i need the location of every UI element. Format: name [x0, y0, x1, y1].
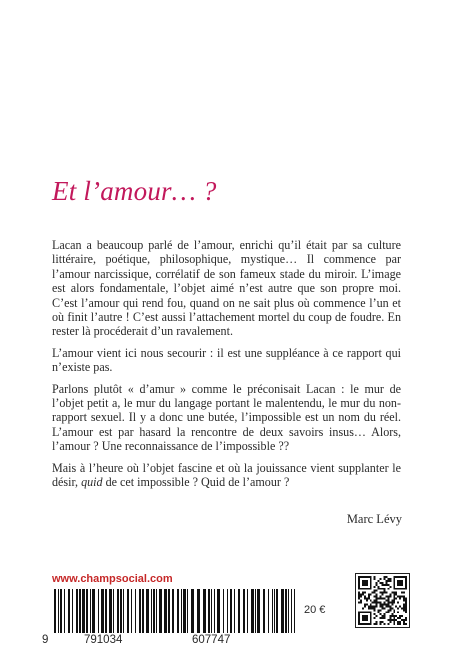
book-title: Et l’amour… ? [52, 176, 217, 206]
qr-module [403, 619, 405, 621]
barcode-bar [127, 589, 129, 633]
barcode-bar [68, 589, 70, 633]
barcode-bar [294, 589, 295, 633]
qr-module [397, 623, 399, 625]
qr-module [385, 576, 387, 578]
barcode-bar [54, 589, 56, 633]
barcode-bar [98, 589, 99, 633]
qr-module [393, 623, 395, 625]
barcode-bar [151, 589, 152, 633]
qr-module [380, 582, 382, 584]
qr-module [389, 607, 391, 609]
qr-module [397, 601, 399, 603]
barcode-bar [168, 589, 170, 633]
qr-module [385, 584, 387, 586]
barcode-bar [76, 589, 78, 633]
barcode-bar [274, 589, 275, 633]
qr-module [403, 598, 405, 600]
qr-module [405, 607, 407, 609]
qr-module [389, 605, 391, 607]
qr-module [387, 603, 389, 605]
qr-module [397, 607, 399, 609]
publisher-website[interactable]: www.champsocial.com [52, 573, 173, 585]
barcode-bar [109, 589, 112, 633]
barcode-bar [172, 589, 174, 633]
qr-module [376, 600, 378, 602]
barcode-bar [117, 589, 119, 633]
qr-module [372, 605, 374, 607]
qr-module [360, 600, 362, 602]
qr-module [374, 613, 376, 615]
qr-module [372, 607, 374, 609]
qr-module [368, 594, 370, 596]
qr-module [387, 601, 389, 603]
author-name: Marc Lévy [346, 512, 402, 526]
qr-module [383, 613, 385, 615]
qr-module [374, 623, 376, 625]
qr-module [382, 617, 384, 619]
qr-module [403, 607, 405, 609]
barcode-bar [113, 589, 114, 633]
qr-module [393, 600, 395, 602]
qr-module [380, 609, 382, 611]
qr-module [397, 611, 399, 613]
qr-module [380, 621, 382, 623]
qr-module [397, 596, 399, 598]
barcode-bar [153, 589, 155, 633]
barcode-bar [203, 589, 206, 633]
barcode-bar [177, 589, 179, 633]
qr-module [382, 598, 384, 600]
qr-module [395, 615, 397, 617]
barcode-bar [64, 589, 65, 633]
paragraph-4 [52, 461, 401, 490]
qr-module [368, 607, 370, 609]
qr-module [378, 609, 380, 611]
qr-module [399, 605, 401, 607]
qr-module [383, 607, 385, 609]
qr-module [380, 596, 382, 598]
qr-module [393, 615, 395, 617]
qr-module [382, 621, 384, 623]
qr-module [380, 601, 382, 603]
barcode-bar [86, 589, 88, 633]
qr-module [389, 578, 391, 580]
qr-module [385, 611, 387, 613]
qr-module [393, 619, 395, 621]
barcode-bar [146, 589, 149, 633]
qr-module [393, 609, 395, 611]
qr-module [376, 582, 378, 584]
qr-module [395, 598, 397, 600]
qr-module [368, 598, 370, 600]
qr-module [374, 605, 376, 607]
qr-module [382, 592, 384, 594]
qr-module [405, 601, 407, 603]
qr-module [393, 621, 395, 623]
qr-module [368, 596, 370, 598]
qr-module [387, 623, 389, 625]
qr-module [393, 598, 395, 600]
qr-module [368, 605, 370, 607]
barcode-bar [243, 589, 245, 633]
qr-module [405, 609, 407, 611]
paragraph-2: L’amour vient ici nous secourir : il est une suppléance à ce rapport qui n’existe pas. [52, 345, 401, 375]
barcode-bar [281, 589, 284, 633]
back-cover-text [52, 238, 401, 497]
barcode-bar [214, 589, 215, 633]
qr-module [380, 598, 382, 600]
qr-module [393, 611, 395, 613]
qr-module [403, 603, 405, 605]
qr-module [362, 615, 368, 621]
qr-module [376, 605, 378, 607]
qr-module [383, 584, 385, 586]
qr-module [374, 596, 376, 598]
qr-module [395, 592, 397, 594]
barcode-bar [263, 589, 265, 633]
qr-module [362, 592, 364, 594]
qr-module [387, 588, 389, 590]
qr-module [387, 580, 389, 582]
barcode-bar [142, 589, 144, 633]
qr-module [383, 592, 385, 594]
qr-module [387, 619, 389, 621]
qr-module [376, 584, 378, 586]
qr-module [399, 623, 401, 625]
qr-module [395, 594, 397, 596]
qr-module [405, 603, 407, 605]
qr-module [399, 615, 401, 617]
qr-module [383, 623, 385, 625]
barcode-bar [90, 589, 91, 633]
qr-module [393, 617, 395, 619]
qr-module [387, 578, 389, 580]
qr-module [383, 576, 385, 578]
qr-module [374, 592, 376, 594]
barcode-bar [72, 589, 73, 633]
qr-module [399, 598, 401, 600]
barcode-bar [135, 589, 136, 633]
barcode-bar [181, 589, 182, 633]
barcode-bar [197, 589, 200, 633]
qr-module [395, 605, 397, 607]
qr-module [389, 619, 391, 621]
qr-module [374, 600, 376, 602]
barcode-bar [272, 589, 273, 633]
barcode-bar [230, 589, 232, 633]
paragraph-4-end: de cet impossible ? Quid de l’amour ? [102, 475, 290, 490]
qr-module [378, 580, 380, 582]
qr-module [385, 580, 387, 582]
qr-module [397, 621, 399, 623]
barcode-bar [58, 589, 59, 633]
barcode-bar [223, 589, 224, 633]
qr-module [387, 611, 389, 613]
qr-module [374, 609, 376, 611]
barcode-bar [285, 589, 287, 633]
qr-module [383, 588, 385, 590]
qr-module [385, 603, 387, 605]
qr-module [385, 582, 387, 584]
qr-module [387, 605, 389, 607]
qr-module [389, 586, 391, 588]
qr-module [380, 605, 382, 607]
qr-module [391, 603, 393, 605]
barcode-bar [105, 589, 107, 633]
qr-module [358, 596, 360, 598]
qr-module [401, 607, 403, 609]
qr-module [366, 603, 368, 605]
qr-module [382, 603, 384, 605]
paragraph-4-start: Mais à l’heure où l’objet fascine et où la jouissance vient supplanter le désir, [52, 460, 401, 490]
qr-module [389, 615, 391, 617]
qr-module [383, 590, 385, 592]
barcode-bar [101, 589, 104, 633]
qr-module [362, 594, 364, 596]
qr-module [364, 596, 366, 598]
qr-module [370, 594, 372, 596]
qr-module [389, 580, 391, 582]
qr-module [376, 601, 378, 603]
qr-module [382, 607, 384, 609]
qr-module [403, 609, 405, 611]
qr-module [391, 619, 393, 621]
qr-module [391, 615, 393, 617]
barcode-bar [191, 589, 194, 633]
barcode-bar [251, 589, 254, 633]
qr-module [382, 594, 384, 596]
qr-module [378, 611, 380, 613]
qr-module [362, 607, 364, 609]
qr-module [387, 596, 389, 598]
barcode-bar [234, 589, 235, 633]
qr-module [389, 594, 391, 596]
barcode-bar [82, 589, 85, 633]
qr-module [374, 590, 376, 592]
qr-module [399, 617, 401, 619]
qr-module [391, 600, 393, 602]
barcode-bar [247, 589, 248, 633]
qr-module [372, 592, 374, 594]
qr-module [376, 615, 378, 617]
barcode-bar [255, 589, 256, 633]
barcode-bar [139, 589, 141, 633]
qr-module [382, 605, 384, 607]
qr-module [399, 596, 401, 598]
barcode-bar [276, 589, 278, 633]
qr-module [391, 601, 393, 603]
barcode-bar [217, 589, 220, 633]
qr-module [403, 600, 405, 602]
barcode-bar [131, 589, 132, 633]
barcode-bar [208, 589, 210, 633]
qr-module [378, 586, 380, 588]
qr-module [387, 584, 389, 586]
qr-module [387, 600, 389, 602]
qr-module [376, 590, 378, 592]
qr-module [370, 603, 372, 605]
qr-module [399, 621, 401, 623]
qr-module [376, 598, 378, 600]
qr-module [374, 601, 376, 603]
qr-module [401, 619, 403, 621]
qr-module [364, 605, 366, 607]
qr-module [389, 621, 391, 623]
qr-module [376, 594, 378, 596]
qr-module [370, 605, 372, 607]
qr-module [362, 580, 368, 586]
qr-module [395, 619, 397, 621]
qr-module [358, 594, 360, 596]
qr-module [366, 600, 368, 602]
qr-module [358, 598, 360, 600]
barcode-bar [187, 589, 188, 633]
barcode-bar [123, 589, 124, 633]
qr-module [385, 592, 387, 594]
qr-module [374, 607, 376, 609]
qr-module [383, 601, 385, 603]
qr-module [380, 603, 382, 605]
qr-module [383, 617, 385, 619]
qr-module [401, 596, 403, 598]
qr-module [383, 615, 385, 617]
qr-module [403, 605, 405, 607]
barcode-bar [268, 589, 269, 633]
qr-module [376, 603, 378, 605]
isbn-first-digit: 9 [42, 634, 49, 646]
qr-module [405, 600, 407, 602]
qr-module [385, 600, 387, 602]
qr-module [401, 615, 403, 617]
barcode-bar [291, 589, 292, 633]
barcode-bar [183, 589, 186, 633]
qr-module [385, 605, 387, 607]
paragraph-3: Parlons plutôt « d’amur » comme le préconisait Lacan : le mur de l’objet petit a, le mur du langage portant le malentendu, le mur du non-rapport sexuel. Il y a donc une butée, l’impossible est un nom du réel. L’amour est par hasard la rencontre de deux savoirs insus… Alors, l’amour ? Une reconnaissance de l’impossible ?? [52, 381, 401, 454]
qr-module [360, 596, 362, 598]
barcode-bar [156, 589, 157, 633]
qr-module [403, 623, 405, 625]
isbn-left-group: 791034 [84, 634, 123, 646]
price-label: 20 € [304, 604, 326, 616]
qr-module [382, 615, 384, 617]
barcode-bar [288, 589, 289, 633]
barcode-bar [227, 589, 228, 633]
qr-module [376, 596, 378, 598]
barcode-bar [60, 589, 62, 633]
isbn-right-group: 607747 [192, 634, 231, 646]
qr-module [389, 609, 391, 611]
qr-module [397, 580, 403, 586]
qr-module [405, 605, 407, 607]
qr-module [380, 617, 382, 619]
barcode-bar [164, 589, 167, 633]
qr-module [374, 578, 376, 580]
qr-module [374, 617, 376, 619]
qr-module [387, 598, 389, 600]
qr-module [380, 592, 382, 594]
qr-module [393, 601, 395, 603]
qr-module [383, 578, 385, 580]
qr-module [391, 592, 393, 594]
qr-module [380, 623, 382, 625]
qr-module [405, 611, 407, 613]
barcode-bar [257, 589, 260, 633]
qr-module [358, 601, 360, 603]
qr-module [403, 596, 405, 598]
paragraph-4-italic: quid [81, 475, 103, 490]
qr-module [382, 588, 384, 590]
qr-code-icon [355, 573, 410, 628]
isbn-barcode [52, 589, 298, 633]
qr-module [405, 617, 407, 619]
qr-module [397, 617, 399, 619]
qr-module [366, 598, 368, 600]
qr-module [364, 592, 366, 594]
qr-module [405, 619, 407, 621]
qr-module [387, 609, 389, 611]
qr-module [380, 588, 382, 590]
qr-module [389, 596, 391, 598]
qr-module [391, 613, 393, 615]
qr-module [376, 623, 378, 625]
qr-module [360, 594, 362, 596]
qr-module [380, 578, 382, 580]
qr-module [358, 592, 360, 594]
qr-module [378, 601, 380, 603]
qr-module [360, 601, 362, 603]
qr-module [385, 596, 387, 598]
qr-module [372, 601, 374, 603]
qr-module [370, 600, 372, 602]
qr-module [382, 584, 384, 586]
barcode-bar [238, 589, 240, 633]
qr-module [405, 598, 407, 600]
qr-module [383, 598, 385, 600]
qr-module [370, 607, 372, 609]
qr-module [380, 613, 382, 615]
qr-module [378, 588, 380, 590]
barcode-bar [120, 589, 122, 633]
qr-module [383, 603, 385, 605]
barcode-bar [159, 589, 162, 633]
qr-module [374, 586, 376, 588]
qr-module [389, 601, 391, 603]
qr-module [364, 598, 366, 600]
qr-module [382, 582, 384, 584]
qr-module [393, 594, 395, 596]
qr-module [401, 592, 403, 594]
barcode-bar [211, 589, 212, 633]
qr-module [374, 576, 376, 578]
qr-module [391, 607, 393, 609]
barcode-bar [79, 589, 81, 633]
qr-module [405, 623, 407, 625]
qr-module [389, 617, 391, 619]
barcode-bar [92, 589, 95, 633]
qr-module [378, 598, 380, 600]
qr-module [403, 592, 405, 594]
qr-module [393, 596, 395, 598]
qr-module [403, 621, 405, 623]
qr-module [376, 621, 378, 623]
qr-module [393, 592, 395, 594]
paragraph-1: Lacan a beaucoup parlé de l’amour, enrichi qu’il était par sa culture littéraire, poétique, philosophique, mystique… Il commence par l’amour narcissique, corrélatif de son fameux stade du miroir. L’image est alors fondamentale, l’objet aimé n’est autre que son propre moi. C’est l’amour qui rend fou, quand on ne sait plus où commence l’un et où finit l’autre ! C’est aussi l’attachement mortel du coup de foudre. En rester là procéderait d’un ravalement. [52, 238, 401, 339]
qr-module [364, 603, 366, 605]
